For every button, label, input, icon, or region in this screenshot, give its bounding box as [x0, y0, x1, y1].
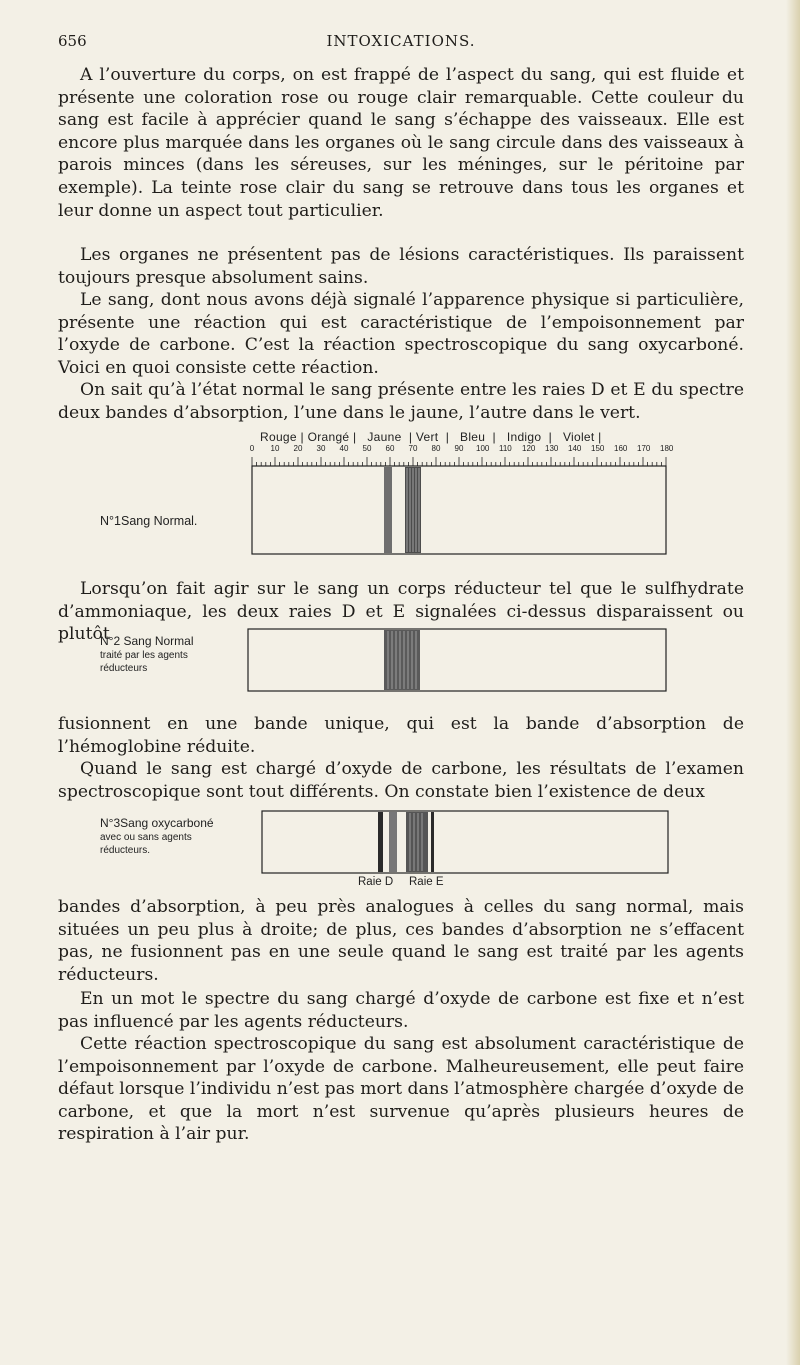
color-indigo: Indigo [506, 430, 542, 444]
spectrum-box [248, 629, 666, 691]
tick-label: 40 [339, 444, 349, 453]
tick-label: 10 [270, 444, 280, 453]
tick-label: 90 [454, 444, 464, 453]
tick-label: 0 [249, 444, 255, 453]
spectrum-figure-3 [0, 810, 800, 892]
tick-label: 20 [293, 444, 303, 453]
tick-label: 70 [408, 444, 418, 453]
raie-e-label: Raie E [409, 876, 444, 888]
spectrum-figure-2 [0, 628, 800, 698]
scale-ticks [252, 457, 666, 466]
raie-d-line [378, 812, 383, 872]
figure-2-label-line-3: réducteurs [100, 663, 148, 674]
tick-label: 140 [568, 444, 582, 453]
absorption-band-e [405, 467, 421, 553]
tick-label: 60 [385, 444, 395, 453]
absorption-band-d [384, 467, 392, 553]
paragraph-4: On sait qu’à l’état normal le sang présente entre les raies D et E du spectre deux bandes d’absorption, l’une dans le jaune, l’autre dans le vert. [58, 380, 744, 423]
tick-label: 110 [499, 444, 512, 453]
color-rouge: Rouge [260, 430, 297, 444]
tick-label: 160 [614, 444, 628, 453]
paragraph-7: Quand le sang est chargé d’oxyde de carbone, les résultats de l’examen spectroscopique sont tout différents. On constate bien l’existence de deux [58, 759, 744, 802]
color-bleu: Bleu [460, 430, 486, 444]
color-vert: Vert [415, 430, 439, 444]
running-head [58, 32, 744, 54]
raie-e-line [431, 812, 434, 872]
figure-3-label-line-1: N°3Sang oxycarboné [100, 816, 214, 830]
tick-label: 50 [362, 444, 372, 453]
spectrum-box [252, 466, 666, 554]
color-violet: Violet [562, 430, 595, 444]
spectrum-box [262, 811, 668, 873]
paragraph-10: Cette réaction spectroscopique du sang est absolument caractéristique de l’empoisonnement par l’oxyde de carbone. Malheureusement, elle peut faire défaut lorsque l’individu n’est pas mort dans l’atmosphère chargée d’oxyde de carbone, et que la mort n’est survenue qu’après plusieurs heures de respiration à l’air pur. [58, 1034, 744, 1145]
page-title: INTOXICATIONS. [326, 32, 476, 50]
tick-label: 180 [660, 444, 674, 453]
paragraph-5: Lorsqu’on fait agir sur le sang un corps réducteur tel que le sulfhydrate d’ammoniaque, les deux raies D et E signalées ci-dessus disparaissent ou plutôt [58, 579, 744, 645]
figure-2-label-line-1: N°2 Sang Normal [100, 634, 194, 648]
figure-3-label-line-3: réducteurs. [100, 845, 151, 856]
paragraph-2: Les organes ne présentent pas de lésions caractéristiques. Ils paraissent toujours presque absolument sains. [58, 245, 744, 288]
absorption-band-oxy-2 [406, 812, 428, 872]
paragraph-6: fusionnent en une bande unique, qui est la bande d’absorption de l’hémoglobine réduite. [58, 714, 744, 757]
figure-2-label-line-2: traité par les agents [100, 650, 188, 661]
paragraph-8: bandes d’absorption, à peu près analogues à celles du sang normal, mais situées un peu plus à droite; de plus, ces bandes d’absorption ne s’effacent pas, ne fusionnent pas en une seule quand le sang est traité par les agents réducteurs. [58, 897, 744, 985]
paragraph-1: A l’ouverture du corps, on est frappé de l’aspect du sang, qui est fluide et présente une coloration rose ou rouge clair remarquable. Cette couleur du sang est facile à apprécier quand le sang s’échappe des vaisseaux. Elle est encore plus marquée dans les organes où le sang circule dans des vaisseaux à parois minces (dans les séreuses, sur les méninges, sur le péritoine par exemple). La teinte rose clair du sang se retrouve dans tous les organes et leur donne un aspect tout particulier. [58, 65, 744, 221]
color-orange: Orangé [307, 430, 350, 444]
tick-label: 120 [522, 444, 536, 453]
color-jaune: Jaune [367, 430, 402, 444]
figure-1-label: N°1Sang Normal. [100, 514, 198, 528]
tick-label: 80 [431, 444, 441, 453]
paragraph-9: En un mot le spectre du sang chargé d’oxyde de carbone est fixe et n’est pas influencé par les agents réducteurs. [58, 989, 744, 1032]
raie-d-label: Raie D [358, 876, 394, 888]
tick-label: 30 [316, 444, 326, 453]
spectrum-figure-1 [0, 430, 800, 570]
color-header: Rouge | Orangé | Jaune | Vert | Bleu | Indigo | Violet | [260, 430, 602, 444]
tick-label: 150 [591, 444, 605, 453]
absorption-band-oxy-1 [389, 812, 397, 872]
tick-label: 130 [545, 444, 559, 453]
tick-label: 170 [637, 444, 651, 453]
tick-label: 100 [476, 444, 490, 453]
page-number: 656 [58, 32, 87, 50]
figure-3-label-line-2: avec ou sans agents [100, 832, 192, 843]
spectrum-diagram-1 [0, 430, 800, 570]
paragraph-3: Le sang, dont nous avons déjà signalé l’apparence physique si particulière, présente une réaction qui est caractéristique de l’empoisonnement par l’oxyde de carbone. C’est la réaction spectroscopique du sang oxycarboné. Voici en quoi consiste cette réaction. [58, 290, 744, 378]
reduced-hemoglobin-band [384, 630, 420, 690]
